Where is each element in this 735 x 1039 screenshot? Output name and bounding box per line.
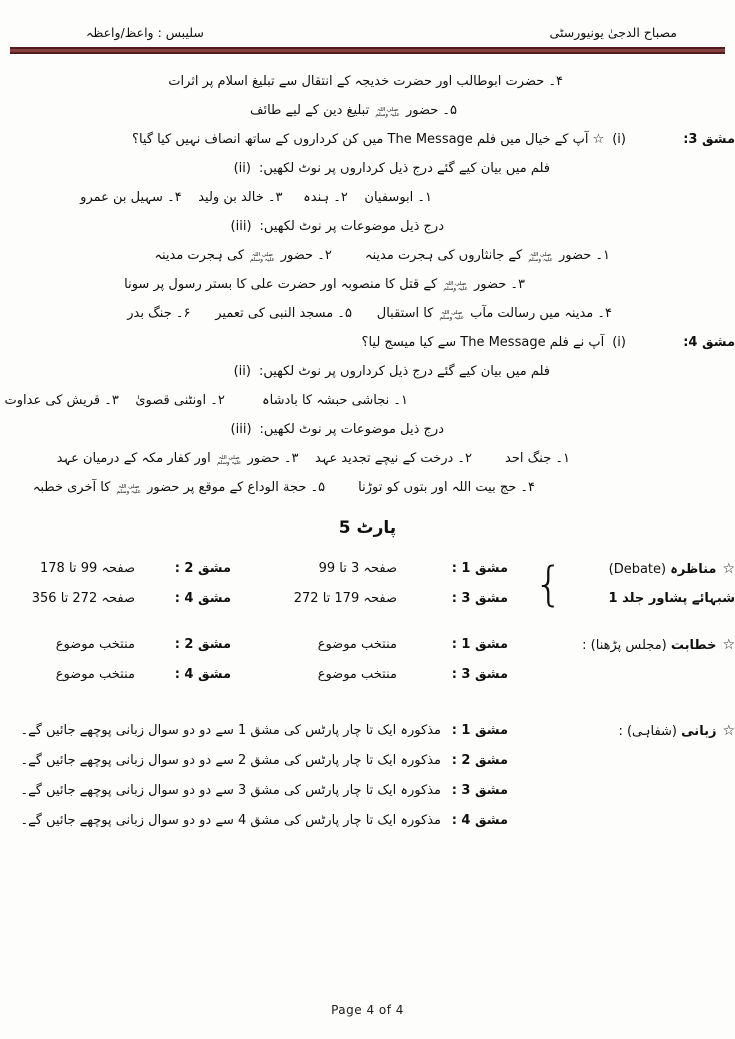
roman-ii-marker: (ii) xyxy=(233,364,251,379)
pbuh-honorific: صلی اللہ علیہ وسلم xyxy=(375,107,400,118)
mashq-3-label: مشق 3 : xyxy=(451,783,508,798)
exercise-4-body xyxy=(0,328,688,502)
munazara-row-2 xyxy=(0,584,508,614)
mashq-4-instruction: مذکورہ ایک تا چار پارٹس کی مشق 4 سے دو دو سوال زبانی پوچھے جائیں گے۔ xyxy=(20,813,441,828)
mashq-2-topic: منتخب موضوع xyxy=(55,637,135,652)
zabani-row-2 xyxy=(0,746,508,776)
exercise-4-item-i xyxy=(0,328,688,357)
munazara-grid xyxy=(0,554,508,614)
mashq-3-instruction: مذکورہ ایک تا چار پارٹس کی مشق 3 سے دو دو سوال زبانی پوچھے جائیں گے۔ xyxy=(20,783,441,798)
pbuh-honorific: صلی اللہ علیہ وسلم xyxy=(250,252,275,263)
star-icon: ☆ xyxy=(722,561,735,577)
exercise-3-item-i xyxy=(0,125,688,154)
zabani-row-1 xyxy=(0,716,508,746)
star-icon: ☆ xyxy=(722,723,735,739)
khitabat-note: (مجلس پڑھنا) : xyxy=(582,638,667,653)
mashq-2-label: مشق 2 : xyxy=(174,637,231,652)
pbuh-honorific: صلی اللہ علیہ وسلم xyxy=(443,281,468,292)
exercise-4-characters: ۱۔ نجاشی حبشہ کا بادشاہ ۲۔ اونٹنی قصویٰ ۳۔ قریش کی عداوت xyxy=(4,393,408,408)
exercise-4-topics-1: ۱۔ جنگ احد ۲۔ درخت کے نیچے تجدید عہد ۳۔ حضور صلی اللہ علیہ وسلم اور کفار مکہ کے درمیان عہد xyxy=(56,451,570,466)
zabani-title-line xyxy=(508,716,735,746)
mashq-1-topic: منتخب موضوع xyxy=(317,637,397,652)
khitabat-row-1 xyxy=(0,630,508,660)
khitabat-title-line xyxy=(508,630,735,660)
roman-i-marker: (i) xyxy=(612,132,626,147)
mashq-4-label: مشق 4 : xyxy=(451,813,508,828)
mashq-1-instruction: مذکورہ ایک تا چار پارٹس کی مشق 1 سے دو دو سوال زبانی پوچھے جائیں گے۔ xyxy=(20,723,441,738)
exercise-4-question-iii: درج ذیل موضوعات پر نوٹ لکھیں: xyxy=(259,422,444,437)
exercise-3-block xyxy=(0,125,735,328)
mashq-1-label: مشق 1 : xyxy=(451,637,508,652)
munazara-row-1 xyxy=(0,554,508,584)
mashq-1-label: مشق 1 : xyxy=(451,723,508,738)
zabani-row-4 xyxy=(0,806,508,836)
exercise-3-question-iii: درج ذیل موضوعات پر نوٹ لکھیں: xyxy=(259,219,444,234)
mashq-4-label: مشق 4 : xyxy=(174,591,231,606)
munazara-section xyxy=(0,554,735,614)
exercise-3-topics-1: ۱۔ حضور صلی اللہ علیہ وسلم کے جانثاروں کی ہجرت مدینہ ۲۔ حضور صلی اللہ علیہ وسلم کی ہجرت مدینہ xyxy=(154,248,610,263)
page-number: Page 4 of 4 xyxy=(331,1003,404,1017)
exercise-3-item-ii xyxy=(0,154,688,183)
munazara-title-block xyxy=(508,554,735,614)
exercise-3-label: مشق 3: xyxy=(683,132,735,147)
roman-ii-marker: (ii) xyxy=(233,161,251,176)
mashq-4-topic: منتخب موضوع xyxy=(55,667,135,682)
mashq-2-label: مشق 2 : xyxy=(174,561,231,576)
header-university-title: مصباح الدجیٰ یونیورسٹی xyxy=(549,25,677,40)
khitabat-grid xyxy=(0,630,508,690)
munazara-subtitle: شبہائے پشاور جلد 1 xyxy=(608,591,735,606)
mashq-3-pages: صفحہ 179 تا 272 xyxy=(293,591,397,606)
page-header xyxy=(0,0,735,47)
mashq-1-label: مشق 1 : xyxy=(451,561,508,576)
mashq-4-label: مشق 4 : xyxy=(174,667,231,682)
khitabat-section xyxy=(0,630,735,690)
header-rule xyxy=(10,47,725,54)
exercise-3-question-i: ☆ آپ کے خیال میں فلم The Message میں کن کرداروں کے ساتھ انصاف نہیں کیا گیا؟ xyxy=(132,132,605,147)
mashq-1-pages: صفحہ 3 تا 99 xyxy=(318,561,397,576)
zabani-note: (شفاہی) : xyxy=(618,724,678,739)
part-5-heading: پارٹ 5 xyxy=(338,518,397,538)
pbuh-honorific: صلی اللہ علیہ وسلم xyxy=(528,252,553,263)
exercise-4-topics-2: ۴۔ حج بیت اللہ اور بتوں کو توڑنا ۵۔ حجة الوداع کے موقع پر حضور صلی اللہ علیہ وسلم کا آخری خطبہ xyxy=(32,480,535,495)
mashq-3-topic: منتخب موضوع xyxy=(317,667,397,682)
exercise-4-label: مشق 4: xyxy=(683,335,735,350)
zabani-row-3 xyxy=(0,776,508,806)
pbuh-honorific: صلی اللہ علیہ وسلم xyxy=(439,310,464,321)
exercise-4-question-ii: فلم میں بیان کیے گئے درج ذیل کرداروں پر نوٹ لکھیں: xyxy=(258,364,550,379)
star-icon: ☆ xyxy=(722,637,735,653)
mashq-3-label: مشق 3 : xyxy=(451,591,508,606)
intro-item-4: ۴۔ حضرت ابوطالب اور حضرت خدیجہ کے انتقال سے تبلیغ اسلام پر اثرات xyxy=(168,74,563,89)
roman-i-marker: (i) xyxy=(612,335,626,350)
khitabat-row-2 xyxy=(0,660,508,690)
zabani-section xyxy=(0,716,735,836)
pbuh-honorific: صلی اللہ علیہ وسلم xyxy=(216,455,242,466)
intro-item-5: ۵۔ حضور صلی اللہ علیہ وسلم تبلیغ دین کے لیے طائف xyxy=(250,103,457,118)
exercise-4-question-i: آپ نے فلم The Message سے کیا میسج لیا؟ xyxy=(361,335,605,350)
mashq-2-label: مشق 2 : xyxy=(451,753,508,768)
munazara-title: مناظرہ xyxy=(670,562,717,577)
header-syllabus-label: سلیبس : واعظ/واعظہ xyxy=(86,25,204,40)
exercise-4-item-iii xyxy=(0,415,688,444)
pbuh-honorific: صلی اللہ علیہ وسلم xyxy=(116,484,142,495)
munazara-title-en: (Debate) xyxy=(608,562,667,577)
exercise-3-topics-2: ۳۔ حضور صلی اللہ علیہ وسلم کے قتل کا منصوبہ اور حضرت علی کا بستر رسول پر سونا xyxy=(124,277,525,292)
exercise-4-item-ii xyxy=(0,357,688,386)
exercise-3-question-ii: فلم میں بیان کیے گئے درج ذیل کرداروں پر نوٹ لکھیں: xyxy=(258,161,550,176)
mashq-4-pages: صفحہ 272 تا 356 xyxy=(31,591,135,606)
brace-decoration: { xyxy=(534,557,564,611)
zabani-title: زبانی xyxy=(681,724,717,739)
zabani-title-block xyxy=(508,716,735,746)
mashq-3-label: مشق 3 : xyxy=(451,667,508,682)
page-footer xyxy=(0,1003,735,1017)
mashq-2-pages: صفحہ 99 تا 178 xyxy=(40,561,135,576)
exercise-4-block xyxy=(0,328,735,502)
mashq-2-instruction: مذکورہ ایک تا چار پارٹس کی مشق 2 سے دو دو سوال زبانی پوچھے جائیں گے۔ xyxy=(20,753,441,768)
exercise-3-characters: ۱۔ ابوسفیان ۲۔ ہندہ ۳۔ خالد بن ولید ۴۔ سہیل بن عمرو xyxy=(80,190,432,205)
roman-iii-marker: (iii) xyxy=(230,219,252,234)
exercise-3-body xyxy=(0,125,688,328)
roman-iii-marker: (iii) xyxy=(230,422,252,437)
exercise-3-topics-3: ۴۔ مدینہ میں رسالت مآب صلی اللہ علیہ وسلم کا استقبال ۵۔ مسجد النبی کی تعمیر ۶۔ جنگ بدر xyxy=(127,306,612,321)
intro-list xyxy=(0,67,735,125)
exercise-3-item-iii xyxy=(0,212,688,241)
khitabat-title-block xyxy=(508,630,735,660)
khitabat-title: خطابت xyxy=(670,638,717,653)
zabani-grid xyxy=(0,716,508,836)
